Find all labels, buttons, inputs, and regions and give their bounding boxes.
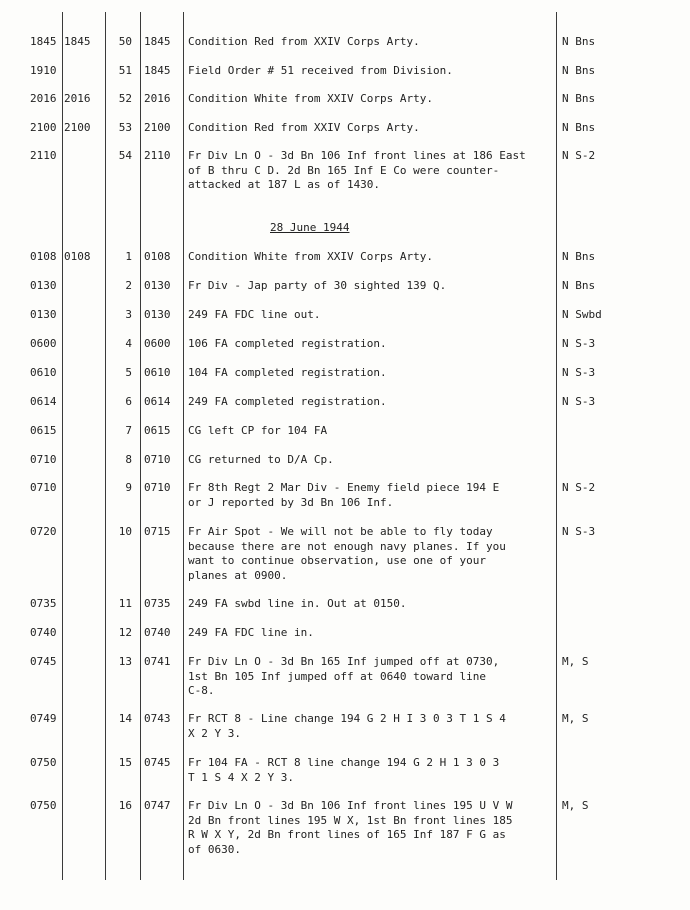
entry-text (188, 149, 560, 193)
entry-text-line: Fr Div Ln O - 3d Bn 106 Inf front lines at 186 East (188, 149, 526, 162)
entry-text (188, 64, 560, 79)
entry-text-line: CG returned to D/A Cp. (188, 453, 334, 466)
time-in: 0710 (30, 453, 57, 466)
entry-text-line: Condition Red from XXIV Corps Arty. (188, 35, 420, 48)
message-time: 0743 (144, 712, 171, 725)
message-time: 1845 (144, 35, 171, 48)
time-in: 0735 (30, 597, 57, 610)
time-in: 0740 (30, 626, 57, 639)
entry-text (188, 712, 560, 741)
message-time: 0741 (144, 655, 171, 668)
distribution: N Bns (562, 121, 596, 134)
entry-text (188, 279, 560, 294)
serial-number: 53 (118, 121, 132, 134)
distribution: M, S (562, 712, 589, 725)
entry-text-line: of 0630. (188, 842, 241, 856)
entry-text (188, 308, 560, 323)
entry-text-line: Condition White from XXIV Corps Arty. (188, 250, 434, 263)
entry-text-line: because there are not enough navy planes. If you (188, 539, 506, 553)
date-heading: 28 June 1944 (270, 221, 350, 234)
entry-text (188, 799, 560, 857)
entry-text (188, 453, 560, 468)
entry-text-line: 104 FA completed registration. (188, 366, 387, 379)
serial-number: 51 (118, 64, 132, 77)
entry-text-line: Fr Div Ln O - 3d Bn 106 Inf front lines 195 U V W (188, 799, 513, 812)
entry-text (188, 525, 560, 583)
serial-number: 4 (125, 337, 132, 350)
message-time: 0740 (144, 626, 171, 639)
entry-text-line: Fr Air Spot - We will not be able to fly today (188, 525, 493, 538)
entry-text-line: Fr Div Ln O - 3d Bn 165 Inf jumped off at 0730, (188, 655, 500, 668)
entry-text (188, 655, 560, 699)
entry-text (188, 481, 560, 510)
serial-number: 12 (118, 626, 132, 639)
entry-text-line: Fr 8th Regt 2 Mar Div - Enemy field piece 194 E (188, 481, 500, 494)
time-in: 1910 (30, 64, 57, 77)
message-time: 0130 (144, 308, 171, 321)
message-time: 0735 (144, 597, 171, 610)
entry-text-line: Field Order # 51 received from Division. (188, 64, 453, 77)
distribution: N S-2 (562, 481, 596, 494)
entry-text-line: or J reported by 3d Bn 106 Inf. (188, 495, 394, 509)
entry-text (188, 626, 560, 641)
message-time: 0615 (144, 424, 171, 437)
message-time: 0108 (144, 250, 171, 263)
time-out: 2016 (64, 92, 91, 105)
column-rule-2 (105, 12, 106, 880)
serial-number: 6 (125, 395, 132, 408)
serial-number: 16 (118, 799, 132, 812)
time-out: 2100 (64, 121, 91, 134)
time-in: 2100 (30, 121, 57, 134)
entry-text-line: want to continue observation, use one of your (188, 554, 487, 567)
column-rule-4 (183, 12, 184, 880)
entry-text-line: Condition Red from XXIV Corps Arty. (188, 121, 420, 134)
entry-text-line: R W X Y, 2d Bn front lines of 165 Inf 187 F G as (188, 828, 506, 841)
serial-number: 3 (125, 308, 132, 321)
distribution: N Bns (562, 35, 596, 48)
entry-text (188, 756, 560, 785)
entry-text-line: CG left CP for 104 FA (188, 424, 328, 437)
serial-number: 50 (118, 35, 132, 48)
distribution: N S-3 (562, 395, 596, 408)
time-in: 0745 (30, 655, 57, 668)
entry-text-line: 249 FA FDC line in. (188, 626, 314, 639)
column-rule-3 (140, 12, 141, 880)
message-time: 0745 (144, 756, 171, 769)
time-in: 0610 (30, 366, 57, 379)
message-time: 0610 (144, 366, 171, 379)
entry-text-line: 106 FA completed registration. (188, 337, 387, 350)
time-in: 1845 (30, 35, 57, 48)
message-time: 0715 (144, 525, 171, 538)
distribution: N Bns (562, 92, 596, 105)
serial-number: 52 (118, 92, 132, 105)
serial-number: 7 (125, 424, 132, 437)
entry-text (188, 366, 560, 381)
entry-text-line: C-8. (188, 684, 215, 697)
time-out: 0108 (64, 250, 91, 263)
time-in: 0614 (30, 395, 57, 408)
distribution: N Swbd (562, 308, 602, 321)
entry-text-line: Fr 104 FA - RCT 8 line change 194 G 2 H 1 3 0 3 (188, 756, 500, 769)
distribution: N S-3 (562, 337, 596, 350)
serial-number: 10 (118, 525, 132, 538)
distribution: M, S (562, 799, 589, 812)
entry-text-line: 249 FA FDC line out. (188, 308, 321, 321)
serial-number: 54 (118, 149, 132, 162)
distribution: M, S (562, 655, 589, 668)
message-time: 0614 (144, 395, 171, 408)
serial-number: 15 (118, 756, 132, 769)
entry-text-line: Fr Div - Jap party of 30 sighted 139 Q. (188, 279, 447, 292)
distribution: N S-2 (562, 149, 596, 162)
entry-text-line: 2d Bn front lines 195 W X, 1st Bn front lines 185 (188, 813, 513, 827)
message-time: 2110 (144, 149, 171, 162)
entry-text (188, 35, 560, 50)
entry-text-line: Fr RCT 8 - Line change 194 G 2 H I 3 0 3 T 1 S 4 (188, 712, 506, 725)
time-in: 0600 (30, 337, 57, 350)
serial-number: 11 (118, 597, 132, 610)
entry-text (188, 121, 560, 136)
entry-text (188, 424, 560, 439)
distribution: N Bns (562, 279, 596, 292)
column-rule-5 (556, 12, 557, 880)
serial-number: 2 (125, 279, 132, 292)
entry-text (188, 92, 560, 107)
entry-text-line: X 2 Y 3. (188, 726, 241, 740)
serial-number: 5 (125, 366, 132, 379)
time-in: 0615 (30, 424, 57, 437)
time-in: 0720 (30, 525, 57, 538)
message-time: 1845 (144, 64, 171, 77)
message-time: 2016 (144, 92, 171, 105)
message-time: 2100 (144, 121, 171, 134)
distribution: N S-3 (562, 366, 596, 379)
entry-text-line: Condition White from XXIV Corps Arty. (188, 92, 434, 105)
entry-text (188, 337, 560, 352)
distribution: N Bns (562, 64, 596, 77)
entry-text-line: 249 FA completed registration. (188, 395, 387, 408)
entry-text-line: T 1 S 4 X 2 Y 3. (188, 770, 294, 784)
time-in: 0130 (30, 308, 57, 321)
entry-text (188, 395, 560, 410)
entry-text-line: planes at 0900. (188, 568, 288, 582)
time-in: 0749 (30, 712, 57, 725)
time-in: 0750 (30, 799, 57, 812)
entry-text-line: of B thru C D. 2d Bn 165 Inf E Co were counter- (188, 163, 500, 177)
entry-text-line: 249 FA swbd line in. Out at 0150. (188, 597, 407, 610)
time-in: 0750 (30, 756, 57, 769)
entry-text (188, 250, 560, 265)
entry-text (188, 597, 560, 612)
message-time: 0710 (144, 453, 171, 466)
time-in: 2110 (30, 149, 57, 162)
time-in: 0130 (30, 279, 57, 292)
serial-number: 13 (118, 655, 132, 668)
message-time: 0710 (144, 481, 171, 494)
distribution: N Bns (562, 250, 596, 263)
entry-text-line: attacked at 187 L as of 1430. (188, 178, 381, 191)
time-in: 0108 (30, 250, 57, 263)
column-rule-1 (62, 12, 63, 880)
message-time: 0747 (144, 799, 171, 812)
serial-number: 8 (125, 453, 132, 466)
message-time: 0600 (144, 337, 171, 350)
entry-text-line: 1st Bn 105 Inf jumped off at 0640 toward line (188, 669, 487, 683)
serial-number: 9 (125, 481, 132, 494)
distribution: N S-3 (562, 525, 596, 538)
serial-number: 1 (125, 250, 132, 263)
time-in: 0710 (30, 481, 57, 494)
serial-number: 14 (118, 712, 132, 725)
time-in: 2016 (30, 92, 57, 105)
message-time: 0130 (144, 279, 171, 292)
time-out: 1845 (64, 35, 91, 48)
